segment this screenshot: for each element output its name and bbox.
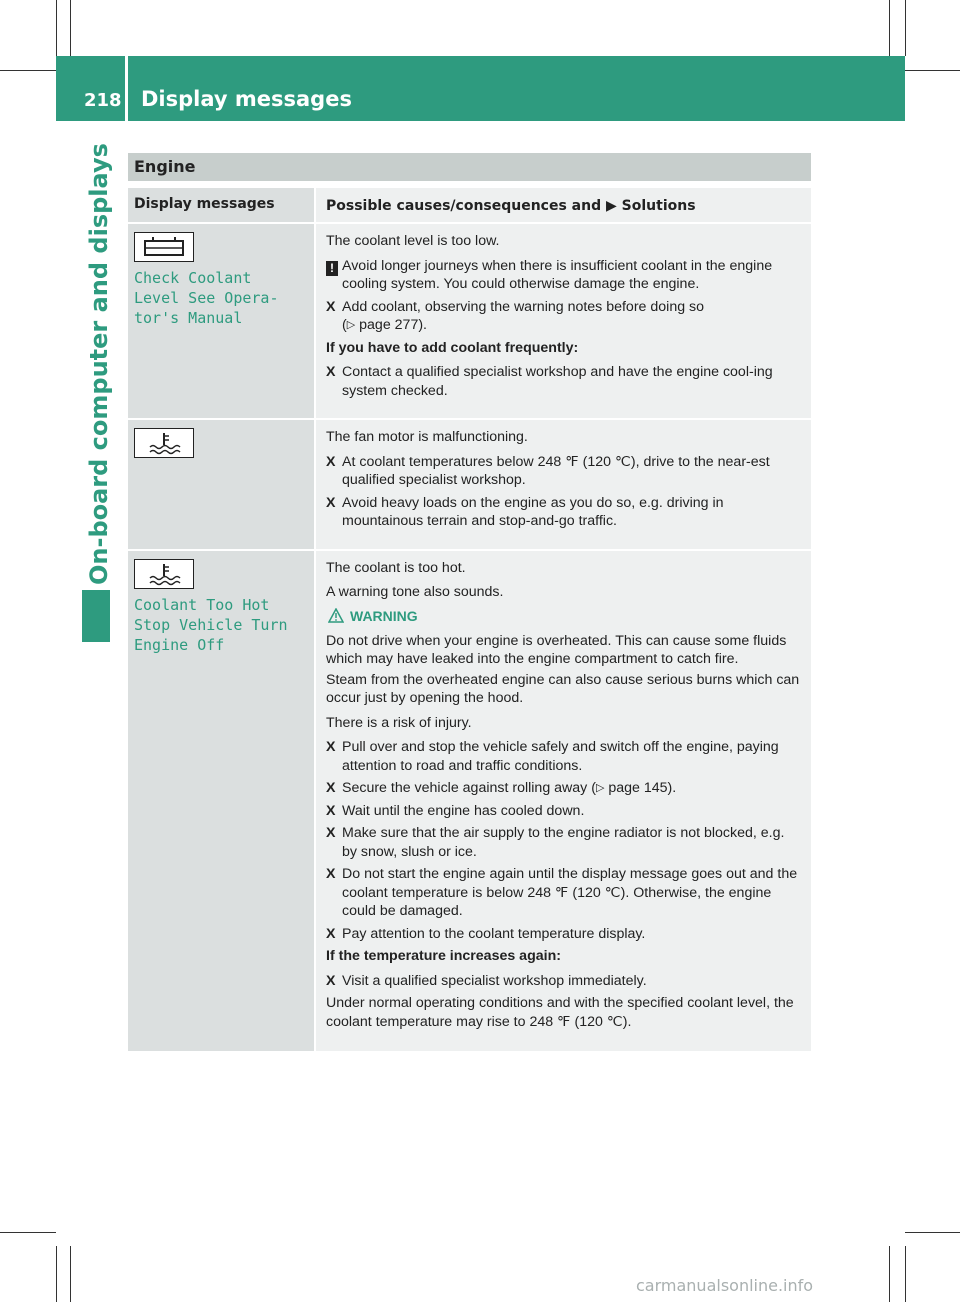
page-reference-icon: ▷: [595, 782, 605, 794]
closing-text: Under normal operating conditions and with the specified coolant level, the coolant temperature may rise to 248 ℉ (120 ℃).: [326, 995, 794, 1030]
crop-mark: [889, 0, 890, 56]
page-reference-open: (: [342, 317, 347, 333]
step-text: Secure the vehicle against rolling away (: [342, 780, 596, 796]
warning-label: WARNING: [350, 607, 418, 624]
table-row: [128, 549, 811, 1052]
crop-mark: [56, 1246, 57, 1302]
solution-step: [326, 738, 801, 775]
display-message-cell: [128, 224, 314, 418]
section-heading: Engine: [128, 153, 811, 181]
column-header-display-messages: [128, 188, 314, 222]
crop-mark: [905, 1246, 906, 1302]
step-arrow-icon: X: [326, 825, 336, 841]
step-arrow-icon: X: [326, 972, 336, 989]
crop-mark: [0, 1232, 56, 1233]
crop-mark: [905, 70, 960, 71]
solution-step: [326, 802, 801, 821]
display-message-cell: [128, 551, 314, 1052]
solutions-arrow-icon: ▶: [606, 198, 617, 214]
step-text: Do not start the engine again until the display message goes out and the coolant temperature is below 248 ℉ (120 ℃). Otherwise, the engine could be damaged.: [342, 866, 798, 919]
step-arrow-icon: X: [326, 494, 336, 511]
side-tab-label: On-board computer and displays: [85, 143, 113, 585]
column-header-label: Display messages: [134, 196, 275, 212]
cause-text: The fan motor is malfunctioning.: [326, 429, 528, 445]
display-message-cell: [128, 420, 314, 549]
step-arrow-icon: X: [326, 739, 336, 755]
solution-cell: [314, 551, 811, 1052]
warning-text: Do not drive when your engine is overheated. This can cause some fluids which may have leaked into the engine compartment to catch fire.: [326, 632, 787, 667]
step-text: Make sure that the air supply to the engine radiator is not blocked, e.g. by snow, slush or ice.: [342, 825, 785, 860]
page-reference: page 277).: [359, 317, 427, 333]
crop-mark: [889, 1246, 890, 1302]
step-text: Pay attention to the coolant temperature display.: [342, 925, 646, 942]
step-text: Contact a qualified specialist workshop and have the engine cool-ing system checked.: [342, 364, 773, 399]
page-reference: page 145).: [608, 780, 677, 796]
step-text: Add coolant, observing the warning notes before doing so: [342, 298, 705, 315]
step-text: At coolant temperatures below 248 ℉ (120 ℃), drive to the near-est qualified specialist workshop.: [342, 453, 770, 488]
solution-step: [326, 925, 801, 944]
table-header-row: [128, 188, 811, 222]
side-tab-marker: [82, 590, 110, 642]
solution-cell: [314, 420, 811, 549]
display-messages-table: [128, 188, 811, 1051]
page-title: Display messages: [141, 87, 352, 111]
solution-step: [326, 972, 801, 991]
cause-text: A warning tone also sounds.: [326, 584, 504, 600]
warning-text: Steam from the overheated engine can also cause serious burns which can occur just by opening the hood.: [326, 671, 800, 706]
solution-step: [326, 494, 801, 531]
step-arrow-icon: X: [326, 780, 336, 796]
warning-text: There is a risk of injury.: [326, 714, 472, 731]
step-arrow-icon: X: [326, 802, 336, 819]
crop-mark: [905, 1232, 960, 1233]
solution-step: [326, 824, 801, 861]
step-arrow-icon: X: [326, 453, 336, 470]
solution-cell: [314, 224, 811, 418]
display-text: Check Coolant Level See Opera‐ tor's Manual: [134, 269, 279, 327]
subheading: If you have to add coolant frequently:: [326, 339, 579, 356]
step-text: Wait until the engine has cooled down.: [342, 802, 585, 819]
crop-mark: [0, 70, 56, 71]
warning-triangle-icon: [328, 608, 344, 623]
table-row: [128, 418, 811, 549]
subheading: If the temperature increases again:: [326, 948, 561, 964]
step-arrow-icon: X: [326, 364, 336, 380]
coolant-temperature-icon: [134, 559, 194, 589]
crop-mark: [70, 0, 71, 56]
column-header-label: Possible causes/consequences and: [326, 198, 602, 214]
header-divider: [125, 56, 128, 121]
solution-step: [326, 779, 801, 798]
step-arrow-icon: X: [326, 866, 336, 882]
solution-step: [326, 298, 801, 335]
solution-step: [326, 363, 801, 400]
solution-step: [326, 865, 801, 921]
crop-mark: [56, 0, 57, 56]
solution-step: [326, 453, 801, 490]
page-reference-icon: ▷: [346, 319, 356, 331]
exclamation-icon: !: [326, 261, 338, 276]
step-text: Visit a qualified specialist workshop immediately.: [342, 972, 647, 989]
watermark: carmanualsonline.info: [636, 1276, 814, 1295]
coolant-temperature-icon: [134, 428, 194, 458]
step-text: Avoid heavy loads on the engine as you do so, e.g. driving in mountainous terrain and stop-and-go traffic.: [342, 494, 724, 529]
step-text: Pull over and stop the vehicle safely and switch off the engine, paying attention to road and traffic conditions.: [342, 739, 779, 774]
step-arrow-icon: X: [326, 925, 336, 942]
table-row: [128, 222, 811, 418]
crop-mark: [70, 1246, 71, 1302]
warning-note-text: Avoid longer journeys when there is insufficient coolant in the engine cooling system. You could otherwise damage the engine.: [342, 257, 773, 292]
display-text: Coolant Too Hot Stop Vehicle Turn Engine Off: [134, 595, 288, 654]
step-arrow-icon: X: [326, 298, 336, 315]
crop-mark: [905, 0, 906, 56]
coolant-level-icon: [134, 232, 194, 262]
warning-heading: [326, 608, 801, 624]
cause-text: The coolant level is too low.: [326, 233, 500, 249]
page-number: 218: [84, 90, 122, 111]
cause-text: The coolant is too hot.: [326, 559, 466, 576]
warning-note: [326, 257, 801, 294]
column-header-label: Solutions: [621, 198, 696, 214]
column-header-causes: [314, 188, 811, 222]
